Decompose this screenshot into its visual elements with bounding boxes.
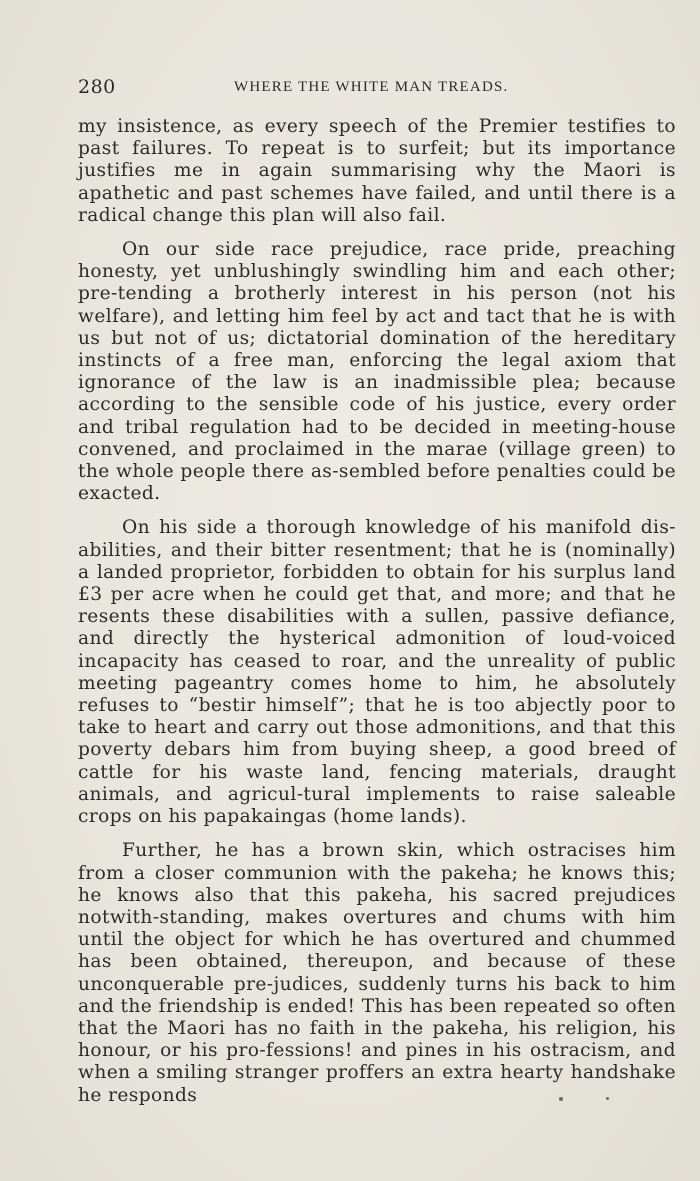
running-title: WHERE THE WHITE MAN TREADS. bbox=[234, 79, 509, 95]
paragraph-2: On our side race prejudice, race pride, preaching honesty, yet unblushingly swindling him and each other; pre-tending a brotherly interest in his person (not his welfare), and letting him feel by act and tact that he is with us but not of us; dictatorial domination of the hereditary instincts of a free man, enforcing the legal axiom that ignorance of the law is an inadmissible plea; because according to the sensible code of his justice, every order and tribal regulation had to be decided in meeting-house convened, and proclaimed in the marae (village green) to the whole people there as-sembled before penalties could be exacted. bbox=[78, 239, 676, 505]
page-header bbox=[78, 76, 676, 100]
paragraph-1: my insistence, as every speech of the Premier testifies to past failures. To repeat is to surfeit; but its importance justifies me in again summarising why the Maori is apathetic and past schemes have failed, and until there is a radical change this plan will also fail. bbox=[78, 116, 676, 226]
ink-speck bbox=[559, 1097, 563, 1101]
paragraph-4: Further, he has a brown skin, which ostracises him from a closer communion with the pakeha; he knows this; he knows also that this pakeha, his sacred prejudices notwith-standing, makes overtures and chums with him until the object for which he has overtured and chummed has been obtained, thereupon, and because of these unconquerable pre-judices, suddenly turns his back to him and the friendship is ended! This has been repeated so often that the Maori has no faith in the pakeha, his religion, his honour, or his pro-fessions! and pines in his ostracism, and when a smiling stranger proffers an extra hearty handshake he responds bbox=[78, 840, 676, 1106]
ink-speck bbox=[606, 1097, 609, 1100]
body-text bbox=[78, 116, 676, 1107]
page-number: 280 bbox=[78, 76, 116, 98]
paragraph-3: On his side a thorough knowledge of his manifold dis-abilities, and their bitter resentment; that he is (nominally) a landed proprietor, forbidden to obtain for his surplus land £3 per acre when he could get that, and more; and that he resents these disabilities with a sullen, passive defiance, and directly the hysterical admonition of loud-voiced incapacity has ceased to roar, and the unreality of public meeting pageantry comes home to him, he absolutely refuses to “bestir himself”; that he is too abjectly poor to take to heart and carry out those admonitions, and that this poverty debars him from buying sheep, a good breed of cattle for his waste land, fencing materials, draught animals, and agricul-tural implements to raise saleable crops on his papakaingas (home lands). bbox=[78, 517, 676, 828]
